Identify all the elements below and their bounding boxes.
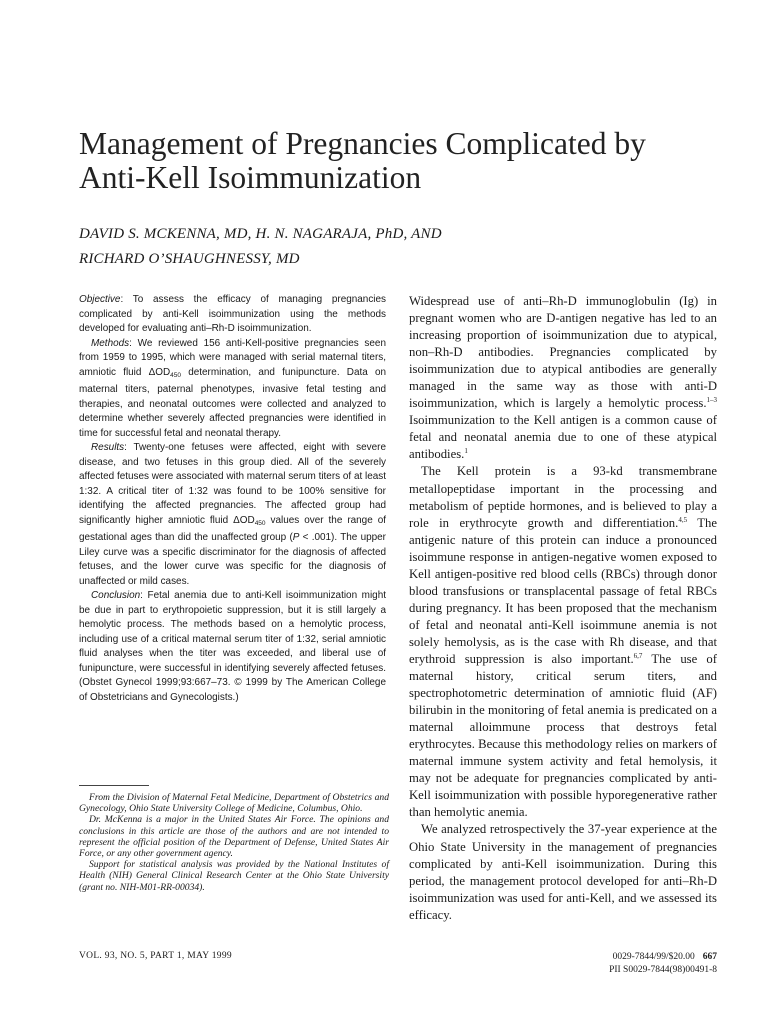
citation: 6,7	[633, 651, 643, 660]
methods-text-b: determination, and funipuncture. Data on maternal titers, paternal phenotypes, invasive fetal testing and therapies, and neonatal outcomes were collected and analyzed to determine whether severely affected pregnancies were identified in time for successful fetal and neonatal therapy.	[79, 366, 386, 439]
citation: 1–3	[706, 396, 717, 405]
results-subscript: 450	[254, 519, 266, 527]
body-text	[409, 293, 717, 924]
results-p-symbol: P	[292, 532, 300, 543]
abstract-methods: Methods: We reviewed 156 anti-Kell-positive pregnancies seen from 1959 to 1995, which were managed with serial maternal titers, amniotic fluid $\Delta OD_{450}$ determination, and funipuncture. Data on maternal titers, paternal phenotypes, invasive fetal testing and therapies, and neonatal outcomes were collected and analyzed to determine whether severely affected pregnancies were identified in time for successful fetal and neonatal therapy.	[79, 337, 386, 439]
author-list	[79, 222, 719, 272]
body-paragraph-3: We analyzed retrospectively the 37-year experience at the Ohio State University in the management of pregnancies complicated by anti-Kell isoimmunization. During this period, the management protocol developed for anti–Rh-D isoimmunization was used for anti-Kell, and we assessed its efficacy.	[409, 822, 717, 922]
footnotes	[79, 792, 389, 893]
results-text-c: < .001). The upper Liley curve was a specific discriminator for the diagnosis of affected fetuses, and the lower curve was specific for the diagnosis of unaffected or mild cases.	[79, 532, 386, 587]
footnote-affiliation: From the Division of Maternal Fetal Medicine, Department of Obstetrics and Gynecology, Ohio State University College of Medicine, Columbus, Ohio.	[79, 792, 389, 815]
methods-subscript: 450	[170, 371, 182, 379]
methods-label: Methods	[91, 337, 130, 349]
footnote-support: Support for statistical analysis was provided by the National Institutes of Health (NIH) General Clinical Research Center at the Ohio State University (grant no. NIH-M01-RR-00034).	[79, 859, 389, 893]
conclusion-text: Fetal anemia due to anti-Kell isoimmunization might be due in part to erythropoietic suppression, but it is still largely a hemolytic process. The methods based on a hemolytic process, including use of a critical maternal serum titer of 1:32, serial amniotic fluid analyses when the titer was exceeded, and liberal use of funipuncture, were successful in identifying severely affected fetuses. (Obstet Gynecol 1999;93:667–73. © 1999 by The American College of Obstetricians and Gynecologists.)	[79, 590, 386, 703]
conclusion-label: Conclusion	[91, 590, 141, 601]
citation: 4,5	[678, 515, 688, 524]
objective-label: Objective	[79, 294, 121, 305]
abstract-objective: Objective: To assess the efficacy of managing pregnancies complicated by anti-Kell isoimmunization using the methods developed for evaluating anti–Rh-D isoimmunization.	[79, 294, 387, 334]
results-label: Results	[91, 442, 125, 453]
abstract	[79, 293, 386, 705]
results-text-b: values over the range of gestational ages than did the unaffected group (	[79, 514, 387, 543]
author-line-2: RICHARD O’SHAUGHNESSY, MD	[79, 251, 300, 267]
p2-text-b: The antigenic nature of this protein can induce a pronounced isoimmune response in antigen-negative women exposed to Kell antigen-positive red blood cells (RBCs) through donor blood transfusions or transplacental passage of fetal RBCs during pregnancy. It has been proposed that the mechanism of fetal and neonatal anti-Kell isoimmune anemia is not solely hemolysis, as is the case with Rh disease, and that erythroid suppression is also important.	[409, 515, 717, 666]
page-number: 667	[702, 952, 717, 962]
body-paragraph-1	[409, 293, 717, 463]
journal-volume: VOL. 93, NO. 5, PART 1, MAY 1999	[79, 951, 232, 961]
p2-text-c: The use of maternal history, critical serum titers, and spectrophotometric determination of amniotic fluid (AF) bilirubin in the monitoring of fetal anemia is predicated on a maternal alloimmune process that destroys fetal erythrocytes. Because this methodology relies on markers of maternal immune system activity and fetal hemolysis, it may not be adequate for pregnancies complicated by anti-Kell isoimmunization with possible hyporegenerative rather than hemolytic anemia.	[409, 651, 717, 820]
p1-text-b: Isoimmunization to the Kell antigen is a common cause of fetal and neonatal anemia due to one of these atypical antibodies.	[409, 413, 717, 462]
methods-text-a: We reviewed 156 anti-Kell-positive pregnancies seen from 1959 to 1995, which were managed with serial maternal titers, amniotic fluid ΔOD	[79, 337, 386, 378]
issn-line	[520, 951, 717, 964]
article-title-line-2: Anti-Kell Isoimmunization	[79, 160, 422, 195]
author-line-1: DAVID S. MCKENNA, MD, H. N. NAGARAJA, PhD, AND	[79, 226, 442, 242]
footnote-disclaimer: Dr. McKenna is a major in the United States Air Force. The opinions and conclusions in this article are those of the authors and are not intended to represent the official position of the Department of Defense, United States Air Force, or any other government agency.	[79, 814, 389, 860]
footnote-divider	[79, 785, 149, 786]
abstract-results: Results: Twenty-one fetuses were affected, eight with severe disease, and two fetuses in this group died. All of the severely affected fetuses were associated with maternal serum titers of at least 1:32. A critical titer of 1:32 was found to be 100% sensitive for identifying the affected pregnancies. The affected group had significantly higher amniotic fluid $\Delta OD_{450}$ values over the range of gestational ages than did the unaffected group (P < .001). The upper Liley curve was a specific discriminator for the diagnosis of affected fetuses, and the lower curve was specific for the diagnosis of unaffected or mild cases.	[79, 442, 387, 587]
pii-line: PII S0029-7844(98)00491-8	[609, 965, 717, 975]
citation: 1	[464, 447, 468, 456]
body-paragraph-2	[409, 463, 717, 821]
results-text-a: Twenty-one fetuses were affected, eight with severe disease, and two fetuses in this group died. All of the severely affected fetuses were associated with maternal serum titers of at least 1:32. A critical titer of 1:32 was found to be 100% sensitive for identifying the affected pregnancies. The affected group had significantly higher amniotic fluid ΔOD	[79, 442, 386, 526]
p1-text-a: Widespread use of anti–Rh-D immunoglobulin (Ig) in pregnant women who are D-antigen negative has led to an increasing proportion of isoimmunization due to atypical, non–Rh-D antibodies. Pregnancies complicated by isoimmunization due to atypical antibodies are generally managed in the same way as those with anti-D isoimmunization, which is largely a hemolytic process.	[409, 294, 717, 411]
issn-price: 0029-7844/99/$20.00	[612, 952, 695, 962]
p2-text-a: The Kell protein is a 93-kd transmembrane metallopeptidase important in the processing and metabolism of peptide hormones, and is believed to play a role in erythrocyte growth and differentiation.	[409, 464, 717, 530]
article-title-line-1: Management of Pregnancies Complicated by	[79, 126, 646, 161]
footer-right	[520, 951, 717, 977]
article-title	[79, 127, 719, 195]
objective-text: To assess the efficacy of managing pregnancies complicated by anti-Kell isoimmunization using the methods developed for evaluating anti–Rh-D isoimmunization.	[79, 294, 387, 334]
abstract-conclusion: Conclusion: Fetal anemia due to anti-Kell isoimmunization might be due in part to erythropoietic suppression, but it is still largely a hemolytic process. The methods based on a hemolytic process, including use of a critical maternal serum titer of 1:32, serial amniotic fluid analyses when the titer was exceeded, and liberal use of funipuncture, were successful in identifying severely affected fetuses. (Obstet Gynecol 1999;93:667–73. © 1999 by The American College of Obstetricians and Gynecologists.)	[79, 590, 386, 703]
